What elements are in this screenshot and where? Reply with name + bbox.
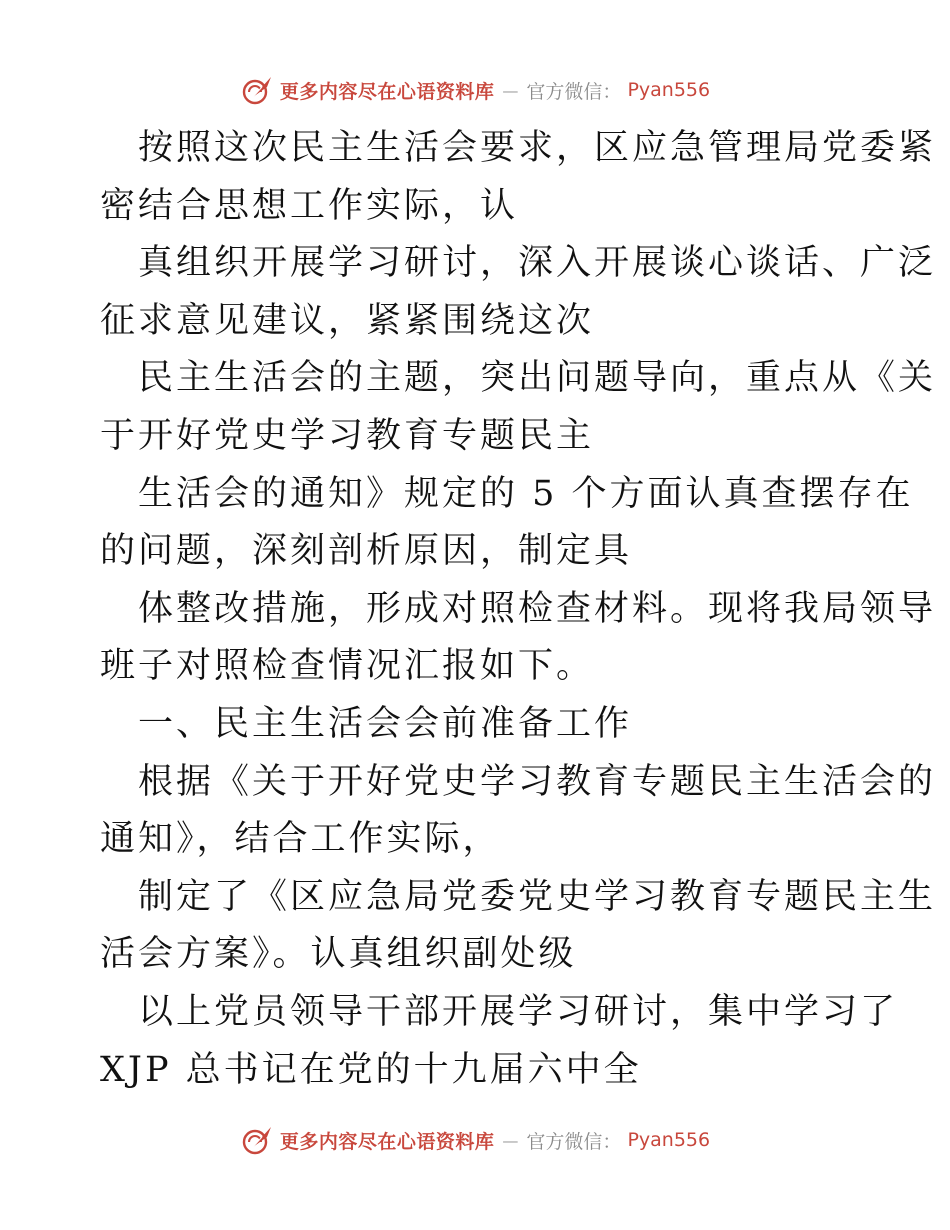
footer-brand-text: 更多内容尽在心语资料库 (279, 1130, 495, 1153)
body-line: 通知》，结合工作实际， (100, 819, 501, 860)
footer-dash: — (502, 1130, 519, 1150)
body-line: 以上党员领导干部开展学习研讨，集中学习了 (138, 991, 899, 1032)
footer-wechat-id: Pyan556 (627, 1129, 711, 1151)
body-line: 征求意见建议，紧紧围绕这次 (100, 300, 595, 341)
body-line: 真组织开展学习研讨，深入开展谈心谈话、广泛 (138, 243, 937, 284)
body-line: XJP 总书记在党的十九届六中全 (100, 1049, 642, 1090)
body-line: 根据《关于开好党史学习教育专题民主生活会的 (138, 761, 937, 802)
quill-pen-logo-icon (240, 1123, 274, 1157)
body-line: 生活会的通知》规定的 5 个方面认真查摆存在 (138, 473, 914, 514)
header-dash: — (502, 80, 519, 100)
body-line: 制定了《区应急局党委党史学习教育专题民主生 (138, 876, 937, 917)
body-line: 按照这次民主生活会要求，区应急管理局党委紧 (138, 128, 937, 168)
body-line: 体整改措施，形成对照检查材料。现将我局领导 (138, 588, 937, 629)
header-brand-text: 更多内容尽在心语资料库 (279, 80, 495, 103)
body-line: 民主生活会的主题，突出问题导向，重点从《关 (138, 358, 937, 399)
footer-banner (0, 1120, 950, 1160)
document-body (100, 120, 937, 1099)
section-heading: 一、民主生活会会前准备工作 (138, 703, 633, 744)
header-wechat-id: Pyan556 (627, 79, 711, 101)
body-line: 活会方案》。认真组织副处级 (100, 934, 577, 975)
footer-wechat-label: 官方微信： (526, 1130, 622, 1153)
body-line: 的问题，深刻剖析原因，制定具 (100, 531, 633, 572)
header-banner (0, 70, 950, 110)
body-line: 密结合思想工作实际，认 (100, 185, 519, 226)
header-wechat-label: 官方微信： (526, 80, 622, 103)
body-line: 班子对照检查情况汇报如下。 (100, 646, 595, 687)
body-line: 于开好党史学习教育专题民主 (100, 415, 595, 456)
quill-pen-logo-icon (240, 73, 274, 107)
